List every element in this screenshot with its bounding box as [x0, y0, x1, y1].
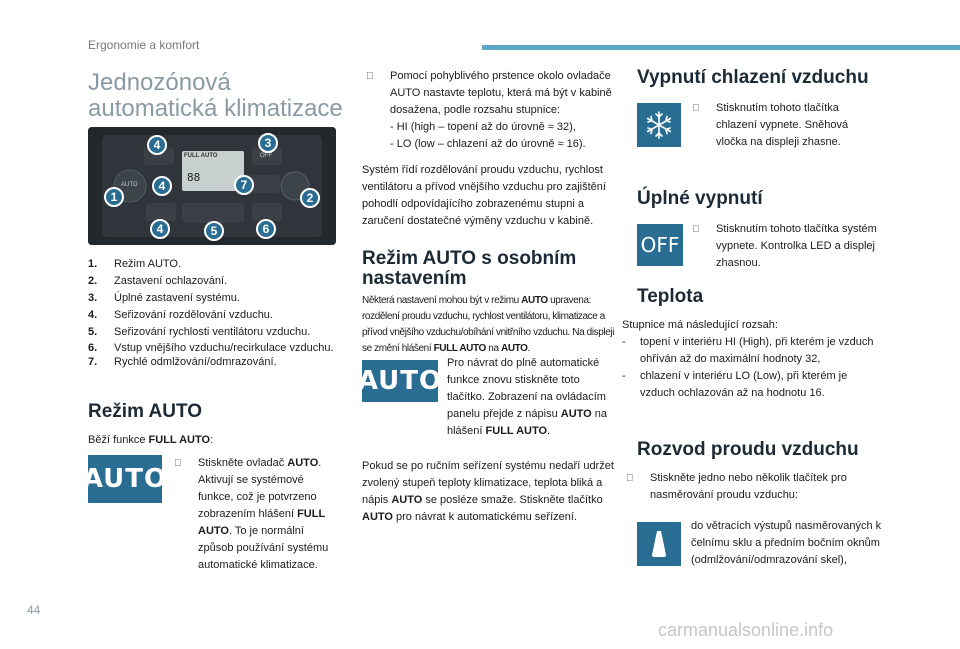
auto-button-icon: AUTO	[362, 360, 438, 402]
rezim-auto-intro: Běží funkce FULL AUTO:	[88, 434, 214, 446]
heading-full-off: Úplné vypnutí	[637, 188, 763, 209]
callout-7: 7	[234, 175, 254, 195]
display-digits: 88	[187, 171, 201, 184]
windscreen-vent-text: do větracích výstupů nasměrovaných k čelnímu sklu a předním bočním oknům (odmlžování/odmrazování skel),	[691, 520, 882, 566]
display-label: FULL AUTO	[184, 153, 218, 159]
snowflake-icon	[637, 103, 681, 147]
air-distribution-text: Stiskněte jedno nebo několik tlačítek pro nasměrování proudu vzduchu:	[622, 470, 884, 504]
callout-4: 4	[152, 176, 172, 196]
bullet-arrow-icon	[688, 221, 716, 272]
heading-cooling-off: Vypnutí chlazení vzduchu	[637, 67, 869, 88]
auto-knob-label[interactable]: AUTO	[121, 182, 138, 188]
system-description: Systém řídí rozdělování proudu vzduchu, rychlost ventilátoru a přívod vnějšího vzduchu pro zajištění pohodlí odpovídajícího zobrazenému stupni a zaručení dostatečné výměny vzduchu v kabině.	[362, 164, 606, 227]
page-title: Jednozónová automatická klimatizace	[88, 69, 343, 122]
personal-settings-note: Některá nastavení mohou být v režimu AUTO upravena: rozdělení proudu vzduchu, rychlost ventilátoru, klimatizace a přívod vnějšího vzduchu/obíhání vnitřního vzduchu. Na displeji se změní hlášení FULL AUTO na AUTO.	[362, 295, 615, 354]
heading-temperature: Teplota	[637, 286, 704, 307]
callout-4: 4	[150, 219, 170, 239]
temperature-text: Stupnice má následující rozsah: - topení v interiéru HI (High), při kterém je vzduch ohříván až do maximální hodnoty 32, - chlazení v interiéru LO (Low), při kterém je vzduch ochlazován až na hodnotu 16.	[622, 319, 874, 399]
callout-3: 3	[258, 133, 278, 153]
list-item: 5. Seřizování rychlosti ventilátoru vzduchu.	[88, 326, 311, 338]
page-number: 44	[27, 603, 41, 617]
list-item: 4. Seřizování rozdělování vzduchu.	[88, 309, 273, 321]
off-button-icon: OFF	[637, 224, 683, 266]
bullet-arrow-icon	[688, 100, 716, 151]
list-item: 3. Úplné zastavení systému.	[88, 292, 240, 304]
climate-panel-image	[88, 127, 336, 245]
list-item: 1. Režim AUTO.	[88, 258, 182, 270]
temperature-ring-bullet: Pomocí pohyblivého prstence okolo ovladače AUTO nastavte teplotu, která má být v kabině dosažena, podle rozsahu stupnice: - HI (high – topení až do úrovně ≈ 32), - LO (low – chlazení až do úrovně ≈ 16).	[362, 68, 612, 153]
manual-adjust-note: Pokud se po ručním seřízení systému nedaří udržet zvolený stupeň teploty klimatizace, teplota bliká a nápis AUTO se posléze smaže. Stiskněte tlačítko AUTO pro návrat k automatickému seřízení.	[362, 460, 614, 523]
list-item: 2. Zastavení ochlazování.	[88, 275, 228, 287]
off-button-label[interactable]: OFF	[260, 153, 272, 159]
windscreen-vent-icon	[637, 522, 681, 566]
heading-rezim-auto: Režim AUTO	[88, 401, 203, 422]
callout-6: 6	[256, 219, 276, 239]
rezim-auto-bullet: Stiskněte ovladač AUTO. Aktivují se systémové funkce, což je potvrzeno zobrazením hlášení FULL AUTO. To je normální způsob používání systému automatické klimatizace.	[170, 455, 342, 574]
cooling-off-text: Stisknutím tohoto tlačítka chlazení vypnete. Sněhová vločka na displeji zhasne.	[688, 100, 878, 151]
heading-auto-personal: Režim AUTO s osobním nastavením	[362, 248, 577, 289]
list-item: 7. Rychlé odmlžování/odmrazování.	[88, 356, 277, 368]
bullet-arrow-icon	[622, 470, 650, 504]
full-off-text: Stisknutím tohoto tlačítka systém vypnete. Kontrolka LED a displej zhasnou.	[688, 221, 888, 272]
bullet-arrow-icon	[170, 455, 198, 574]
callout-1: 1	[104, 187, 124, 207]
section-header: Ergonomie a komfort	[88, 38, 200, 52]
bullet-arrow-icon	[362, 68, 390, 153]
heading-air-distribution: Rozvod proudu vzduchu	[637, 439, 859, 460]
header-bar	[482, 45, 960, 50]
callout-2: 2	[300, 188, 320, 208]
controls-legend-list	[88, 256, 348, 368]
callout-5: 5	[204, 221, 224, 241]
auto-button-icon: AUTO	[88, 455, 162, 503]
callout-4: 4	[147, 135, 167, 155]
list-item: 6. Vstup vnějšího vzduchu/recirkulace vzduchu.	[88, 342, 334, 354]
return-to-auto-text: Pro návrat do plně automatické funkce znovu stiskněte toto tlačítko. Zobrazení na ovládacím panelu přejde z nápisu AUTO na hlášení FULL AUTO.	[447, 357, 608, 437]
watermark: carmanualsonline.info	[658, 620, 834, 640]
